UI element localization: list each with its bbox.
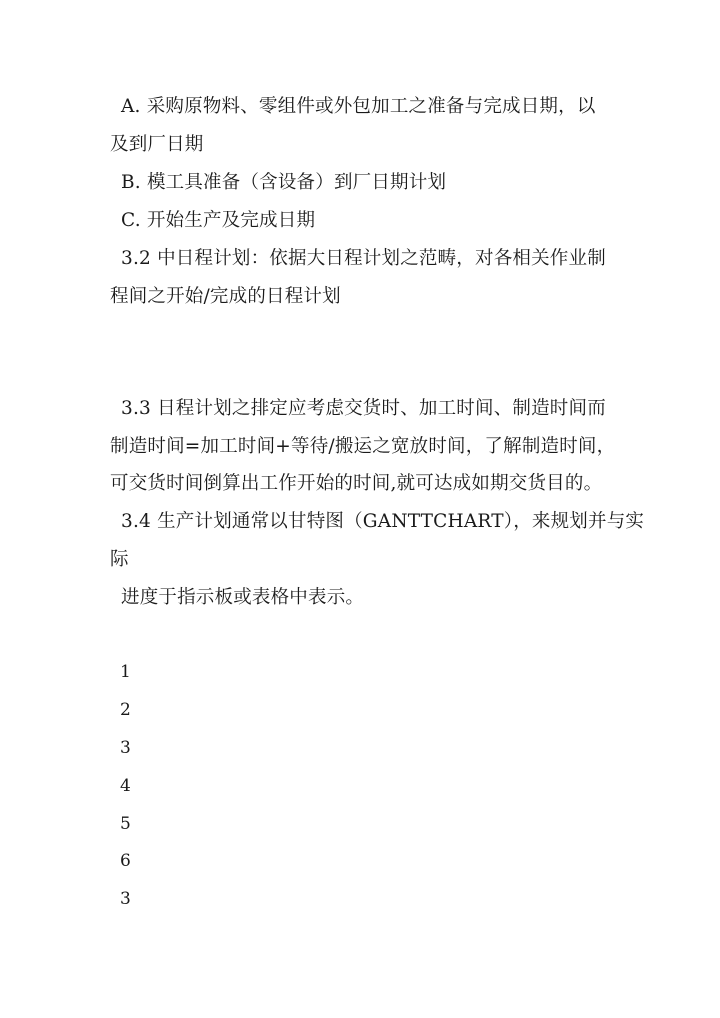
paragraph-c: C. 开始生产及完成日期	[121, 210, 316, 231]
list-number: 6	[120, 851, 131, 871]
list-number: 2	[120, 700, 131, 720]
section-3-4-line-1: 3.4 生产计划通常以甘特图（GANTTCHART），来规划并与实	[121, 511, 645, 532]
section-3-4-line-3: 进度于指示板或表格中表示。	[121, 587, 365, 608]
section-3-2-line-2: 程间之开始/完成的日程计划	[110, 286, 341, 307]
section-3-3-line-3: 可交货时间倒算出工作开始的时间,就可达成如期交货目的。	[110, 473, 603, 494]
list-number: 4	[120, 776, 131, 796]
list-number: 3	[120, 738, 131, 758]
section-3-3-line-2: 制造时间=加工时间+等待/搬运之宽放时间，了解制造时间，	[110, 436, 616, 457]
section-3-4-line-2: 际	[110, 549, 129, 570]
paragraph-a-line-2: 及到厂日期	[110, 134, 204, 155]
list-number: 1	[120, 662, 131, 682]
list-number: 3	[120, 889, 131, 909]
list-number: 5	[120, 814, 131, 834]
section-3-2-line-1: 3.2 中日程计划：依据大日程计划之范畴，对各相关作业制	[121, 248, 606, 269]
paragraph-a-line-1: A. 采购原物料、零组件或外包加工之准备与完成日期，以	[121, 96, 596, 117]
section-3-3-line-1: 3.3 日程计划之排定应考虑交货时、加工时间、制造时间而	[121, 398, 606, 419]
paragraph-b: B. 模工具准备（含设备）到厂日期计划	[121, 172, 447, 193]
